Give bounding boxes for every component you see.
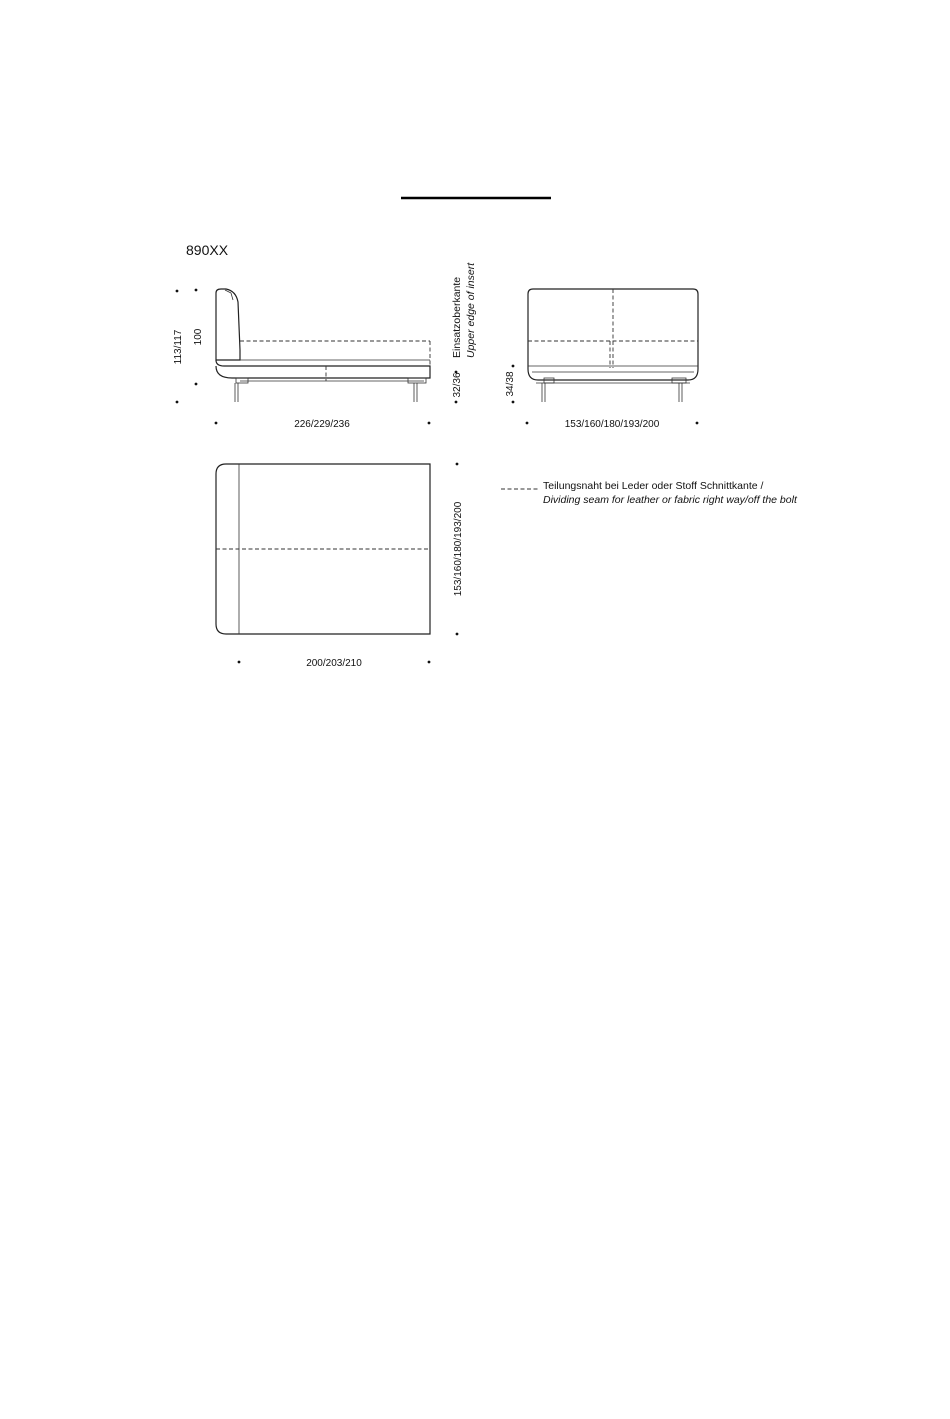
top-view [216,464,430,634]
front-width-label: 153/160/180/193/200 [564,419,660,430]
front-view-dimensions [505,365,698,430]
front-insert-height-label: 34/38 [505,371,516,397]
side-length-label: 226/229/236 [294,419,350,430]
legend [501,480,798,506]
legend-text-de: Teilungsnaht bei Leder oder Stoff Schnittkante / [543,480,764,492]
side-view [216,289,430,402]
front-view [528,289,698,402]
side-insert-height-label: 32/36 [452,372,463,398]
side-view-dimensions [173,262,477,430]
model-code: 890XX [186,242,229,258]
legend-text-en: Dividing seam for leather or fabric right way/off the bolt [543,494,797,506]
top-length-label: 200/203/210 [306,658,362,669]
total-height-label: 113/117 [173,329,184,365]
headboard-height-label: 100 [193,328,204,346]
top-width-label: 153/160/180/193/200 [453,501,464,597]
insert-edge-label-en: Upper edge of insert [465,262,477,358]
insert-edge-label-de: Einsatzoberkante [451,276,463,358]
